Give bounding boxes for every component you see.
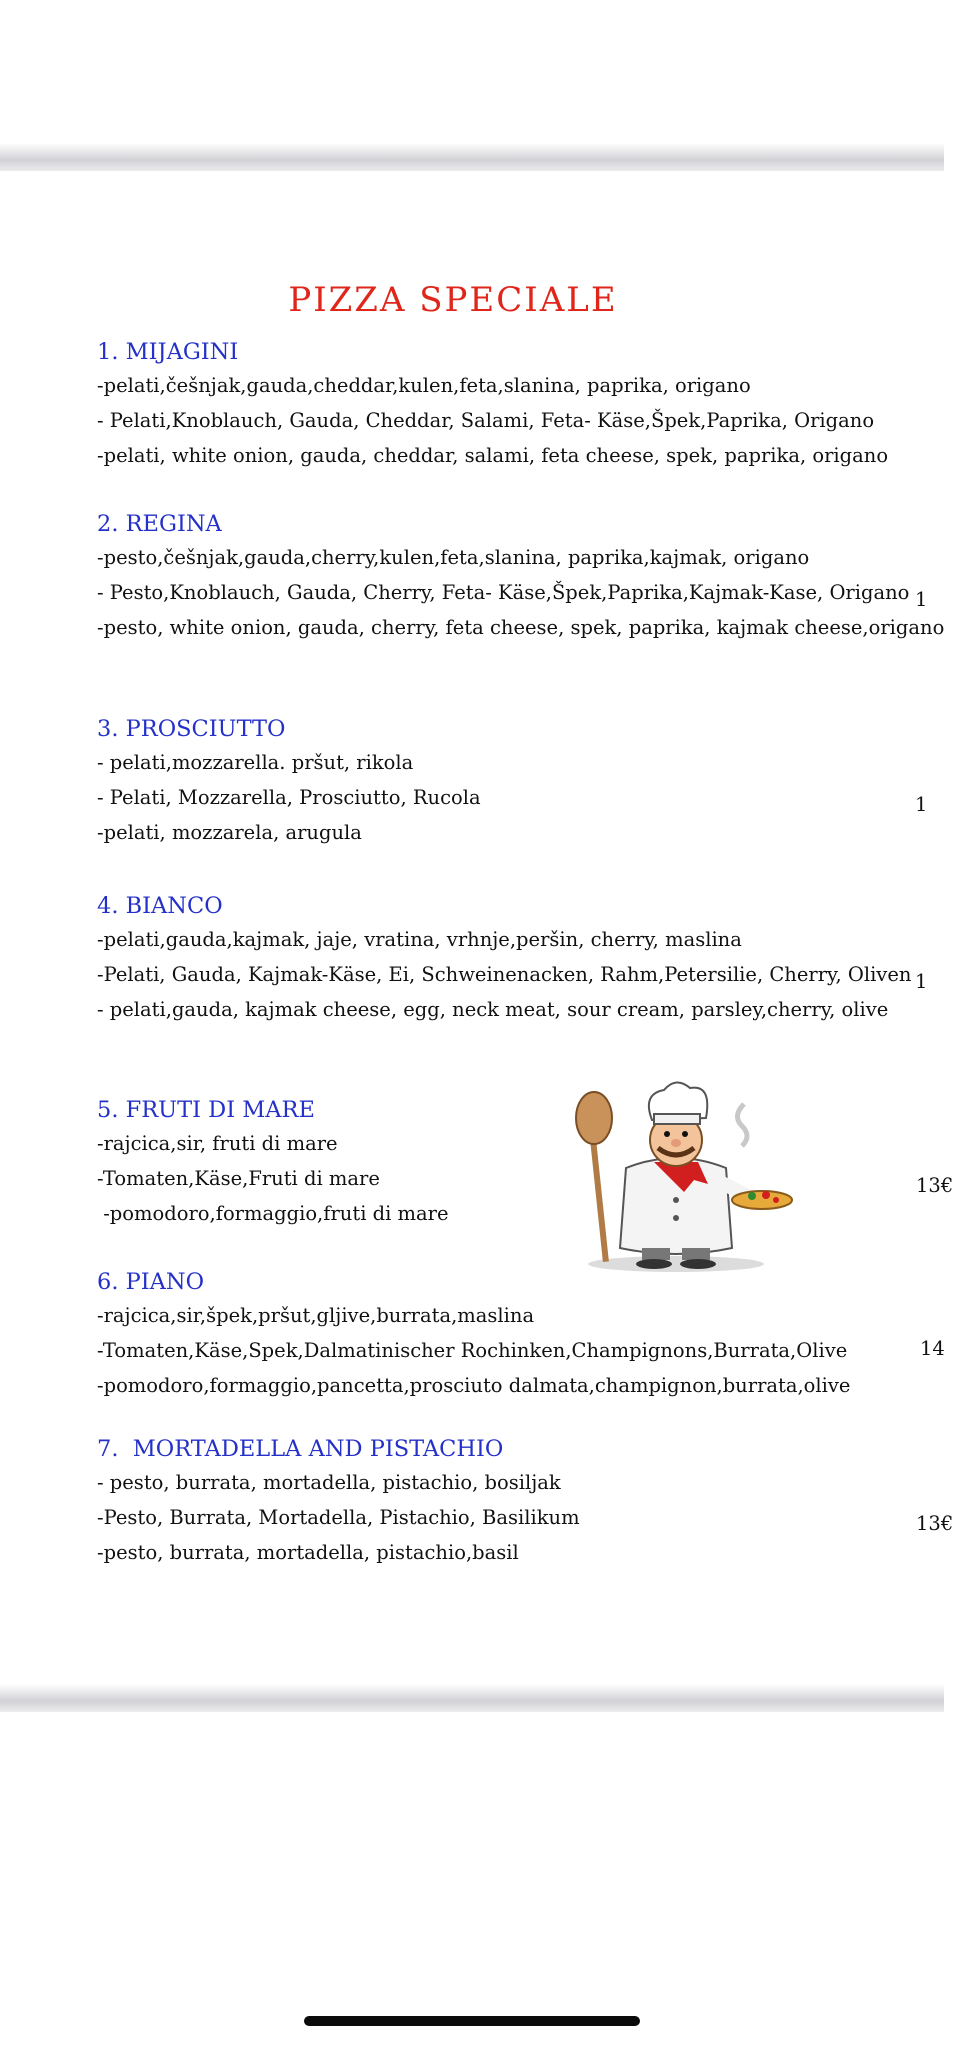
price-mortadella-pistachio: 13€: [916, 1512, 954, 1535]
menu-item-mortadella-pistachio: [97, 1435, 977, 1575]
menu-item-fruti-di-mare: [97, 1096, 977, 1236]
price-piano: 14: [920, 1337, 945, 1360]
description-line: -pesto, white onion, gauda, cherry, feta cheese, spek, paprika, kajmak cheese,origano: [97, 616, 945, 639]
section-heading: 1. MIJAGINI: [97, 339, 239, 365]
price-prosciutto: 1: [915, 793, 928, 816]
description-line: -pesto,češnjak,gauda,cherry,kulen,feta,slanina, paprika,kajmak, origano: [97, 546, 810, 569]
description-line: -pomodoro,formaggio,fruti di mare: [97, 1202, 449, 1225]
description-line: - pelati,gauda, kajmak cheese, egg, neck meat, sour cream, parsley,cherry, olive: [97, 998, 889, 1021]
description-line: -Tomaten,Käse,Fruti di mare: [97, 1167, 380, 1190]
description-line: -pelati,gauda,kajmak, jaje, vratina, vrhnje,peršin, cherry, maslina: [97, 928, 742, 951]
description-line: - Pesto,Knoblauch, Gauda, Cherry, Feta- Käse,Špek,Paprika,Kajmak-Kase, Origano: [97, 581, 910, 604]
pizza-chef-icon: [556, 1076, 796, 1276]
menu-title: PIZZA SPECIALE: [288, 280, 618, 320]
description-line: -rajcica,sir, fruti di mare: [97, 1132, 338, 1155]
description-line: -Tomaten,Käse,Spek,Dalmatinischer Rochinken,Champignons,Burrata,Olive: [97, 1339, 848, 1362]
page-divider-top: [0, 143, 944, 171]
menu-item-mijagini: [97, 338, 977, 478]
section-heading: 2. REGINA: [97, 511, 222, 537]
description-line: - pelati,mozzarella. pršut, rikola: [97, 751, 414, 774]
price-bianco: 1: [915, 970, 928, 993]
price-fruti-di-mare: 13€: [916, 1174, 954, 1197]
page-divider-bottom: [0, 1684, 944, 1712]
description-line: -pelati, mozzarela, arugula: [97, 821, 362, 844]
section-heading: 3. PROSCIUTTO: [97, 716, 286, 742]
description-line: -pesto, burrata, mortadella, pistachio,basil: [97, 1541, 519, 1564]
description-line: - Pelati,Knoblauch, Gauda, Cheddar, Salami, Feta- Käse,Špek,Paprika, Origano: [97, 409, 875, 432]
description-line: -pelati,češnjak,gauda,cheddar,kulen,feta,slanina, paprika, origano: [97, 374, 751, 397]
description-line: - pesto, burrata, mortadella, pistachio, bosiljak: [97, 1471, 561, 1494]
price-regina: 1: [915, 588, 928, 611]
description-line: -Pelati, Gauda, Kajmak-Käse, Ei, Schweinenacken, Rahm,Petersilie, Cherry, Oliven: [97, 963, 912, 986]
menu-item-regina: [97, 510, 977, 650]
menu-item-prosciutto: [97, 715, 977, 855]
home-indicator[interactable]: [304, 2016, 640, 2026]
description-line: -pelati, white onion, gauda, cheddar, salami, feta cheese, spek, paprika, origano: [97, 444, 889, 467]
description-line: -pomodoro,formaggio,pancetta,prosciuto dalmata,champignon,burrata,olive: [97, 1374, 851, 1397]
section-heading: 6. PIANO: [97, 1269, 205, 1295]
menu-item-piano: [97, 1268, 977, 1408]
section-heading: 5. FRUTI DI MARE: [97, 1097, 315, 1123]
description-line: - Pelati, Mozzarella, Prosciutto, Rucola: [97, 786, 481, 809]
menu-page[interactable]: [0, 171, 954, 1684]
description-line: -rajcica,sir,špek,pršut,gljive,burrata,maslina: [97, 1304, 535, 1327]
section-heading: 7. MORTADELLA AND PISTACHIO: [97, 1436, 504, 1462]
section-heading: 4. BIANCO: [97, 893, 223, 919]
description-line: -Pesto, Burrata, Mortadella, Pistachio, Basilikum: [97, 1506, 580, 1529]
menu-item-bianco: [97, 892, 977, 1032]
